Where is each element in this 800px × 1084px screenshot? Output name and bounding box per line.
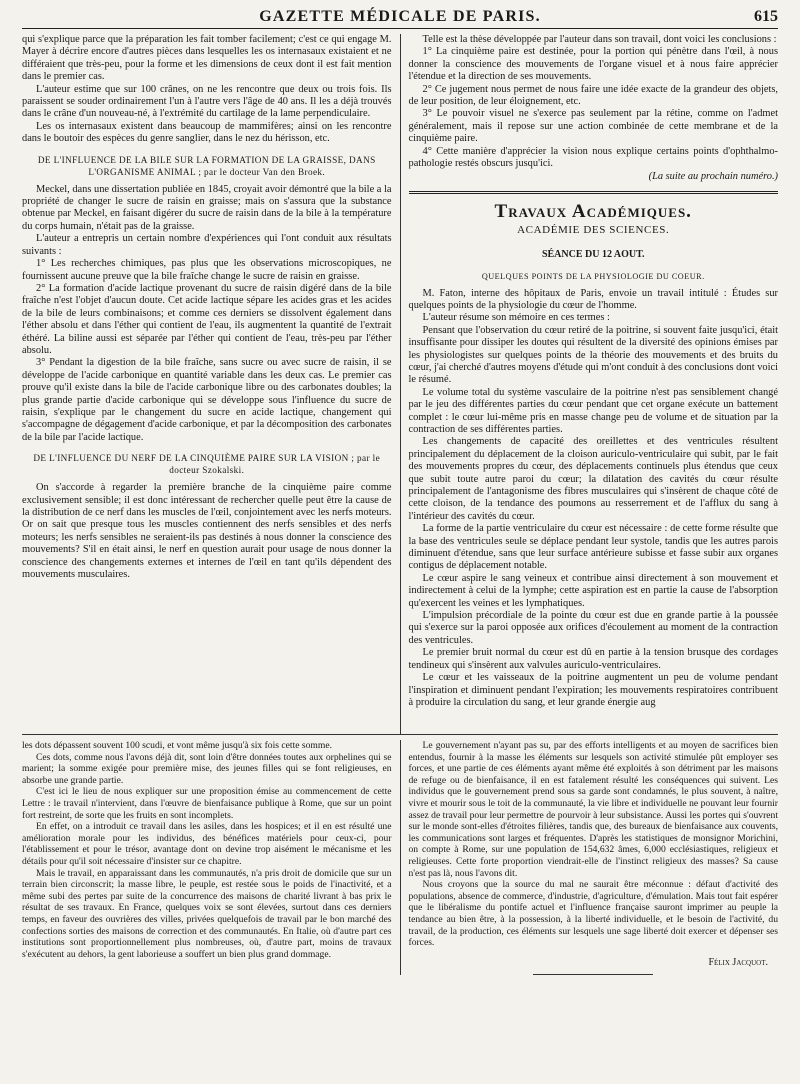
paragraph: Le cœur aspire le sang veineux et contribue ainsi directement à son mouvement et indirectement à celui de la lymphe; cette aspiration est en partie la cause de l'absorption qu'exercent les veines et les lymphatiques. bbox=[408, 572, 778, 609]
paragraph: Nous croyons que la source du mal ne saurait être méconnue : défaut d'activité des populations, absence de commerce, d'industrie, d'agriculture, d'émulation. Mais tout fait espérer que le libéralisme du pontife actuel et l'influence française sauront imprimer au peuple la tendance au bien être, à la possession, à la liberté individuelle, et le besoin de l'activité, du travail, de la production, ces éléments sur lesquels une sage liberté doit exercer et dépenser ses forces. bbox=[408, 879, 778, 949]
paragraph: 1° Les recherches chimiques, pas plus que les observations microscopiques, ne fournissent aucune preuve que la bile fraîche change le sucre de raisin en graisse. bbox=[22, 258, 392, 282]
paragraph: La forme de la partie ventriculaire du cœur est nécessaire : de cette forme résulte que la base des ventricules seule se déplace pendant leur systole, tandis que les autres parois diminuent d'étendue, sans que leur surface antérieure subisse et fasse subir aux organes contigus de déplacement notable. bbox=[408, 523, 778, 572]
continuation-note: (La suite au prochain numéro.) bbox=[648, 171, 778, 183]
paragraph: 4° Cette manière d'apprécier la vision nous explique certains points d'ophthalmo-pathologie restés obscurs jusqu'ici. bbox=[408, 145, 778, 170]
paragraph: Mais le travail, en apparaissant dans les communautés, n'a pris droit de domicile que sur un terrain bien circonscrit; la masse libre, le peuple, est restée sous le poids de l'inactivité, et a même subi des pertes par suite de la concurrence des maisons de charité livrant à bas prix le résultat de ses travaux. En France, quelques voix se sont élevées, surtout dans ces derniers temps, en faveur des ouvrières des villes, privées quelquefois de travail par le bon marché des confections sorties des maisons de correction et des communautés. En Italie, où d'autre part ces institutions sont proportionnellement plus nombreuses, où, d'autre part, moins de travaux s'exécutent au dehors, la gent laborieuse a souffert un bien plus grand dommage. bbox=[22, 867, 392, 960]
section-title: Travaux Académiques. bbox=[494, 200, 692, 222]
academy-heading: ACADÉMIE DES SCIENCES. bbox=[517, 224, 670, 237]
paragraph: C'est ici le lieu de nous expliquer sur une proposition émise au commencement de cette Lettre : le travail n'intervient, dans l'œuvre de bienfaisance publique à Rome, que sur un point fort restreint, de sorte que les fruits en sont incomplets. bbox=[22, 786, 392, 821]
paragraph: L'auteur résume son mémoire en ces termes : bbox=[422, 312, 610, 324]
paragraph: Ces dots, comme nous l'avons déjà dit, sont loin d'être données toutes aux orphelines qui se marient; la somme exigée pour première mise, des jeunes filles qui se font religieuses, en absorbe une grande partie. bbox=[22, 751, 392, 786]
paragraph: Les changements de capacité des oreillettes et des ventricules résultent principalement du déplacement de la cloison auriculo-ventriculaire qui subit, par le fait des mouvements propres du cœur, des déplacements continuels plus étendus que ceux que subit toute autre paroi du cœur; la dilatation des cavités du cœur résulte principalement de l'antagonisme des fibres musculaires qui s'insèrent de chaque côté de cette cloison, de la tendance des poumons au resserrement et de l'afflux du sang à l'intérieur des cavités du cœur. bbox=[408, 436, 778, 522]
paragraph: On s'accorde à regarder la première branche de la cinquième paire comme exclusivement sensible; il est donc intéressant de rechercher quelle peut être la cause de la distribution de ce nerf dans les muscles de l'œil, conjointement avec les nerfs moteurs. Or on sait que presque tous les muscles contiennent des nerfs sensibles et des nerfs moteurs; les nerfs sensibles ne seraient-ils pas destinés à nous donner la conscience des mouvements? S'il en était ainsi, le nerf en question aurait pour usage de nous donner la conscience des changements externes et internes de l'œil en tant qu'ils dépendent des mouvements musculaires. bbox=[22, 482, 392, 581]
page-header bbox=[22, 4, 778, 29]
paragraph: Pensant que l'observation du cœur retiré de la poitrine, si souvent faite jusqu'ici, était insuffisante pour dissiper les doutes qui résultent de la diversité des opinions émises par les physiologistes sur quelques points de la théorie des mouvements et des bruits du cœur, j'ai cherché d'autres moyens d'étude qui m'ont conduit à des conclusions dont voici le résumé. bbox=[408, 324, 778, 386]
paragraph: les dots dépassent souvent 100 scudi, et vont même jusqu'à six fois cette somme. bbox=[22, 740, 333, 751]
paragraph: L'auteur estime que sur 100 crânes, on ne les rencontre que deux ou trois fois. Ils paraissent se souder ordinairement l'un à l'autre vers l'âge de 40 ans. Il les a déjà trouvés dans le crâne d'un nouveau-né, à l'extrémité du cartilage de la lame perpendiculaire. bbox=[22, 83, 392, 120]
upper-section bbox=[22, 34, 778, 735]
author-signature: Félix Jacquot. bbox=[708, 956, 768, 968]
closing-rule bbox=[533, 974, 653, 975]
paragraph: Les os internasaux existent dans beaucoup de mammifères; ainsi on les rencontre dans le boutoir des espèces du genre sanglier, dans le nez du hérisson, etc. bbox=[22, 120, 392, 145]
paragraph: Le cœur et les vaisseaux de la poitrine augmentent un peu de volume pendant l'inspiration et diminuent pendant l'expiration; les mouvements respiratoires contribuent à produire la circulation du sang, et leur grande énergie aug bbox=[408, 672, 778, 708]
paragraph: M. Faton, interne des hôpitaux de Paris, envoie un travail intitulé : Études sur quelques points de la physiologie du cœur de l'homme. bbox=[408, 287, 778, 311]
article-title-bile: DE L'INFLUENCE DE LA BILE SUR LA FORMATION DE LA GRAISSE, DANS L'ORGANISME ANIMAL ; par le docteur Van den Broek. bbox=[37, 154, 376, 177]
lower-left-column bbox=[22, 740, 400, 975]
topic-subhead: QUELQUES POINTS DE LA PHYSIOLOGIE DU COEUR. bbox=[481, 272, 705, 282]
paragraph: Telle est la thèse développée par l'auteur dans son travail, dont voici les conclusions : bbox=[422, 34, 777, 45]
paragraph: 2° La formation d'acide lactique provenant du sucre de raisin digéré dans de la bile fraîche n'est l'objet d'aucun doute. Cet acide lactique sépare les acides gras et les acides de la bile de leurs combinaisons; et comme ces derniers se dissolvent également dans l'éther absolu et dans l'éther qui contient de l'eau, ils augmentent la quantité de l'extrait éthéré. La biline aussi est séparée par l'éther qui contient de l'eau, très-peu par l'éther absolu. bbox=[22, 282, 392, 356]
upper-left-column bbox=[22, 34, 400, 734]
paragraph: L'impulsion précordiale de la pointe du cœur est due en grande partie à la poussée qui s'exerce sur la paroi opposée aux orifices d'écoulement au moment de la contraction des ventricules. bbox=[408, 610, 778, 646]
upper-right-column bbox=[400, 34, 779, 734]
paragraph: Meckel, dans une dissertation publiée en 1845, croyait avoir démontré que la bile a la propriété de changer le sucre de raisin en graisse; mais on s'assura que la substance obtenue par Meckel, en faisant digérer du sucre de raisin dans de la bile à la température du corps humain, n'était pas de la graisse. bbox=[22, 183, 392, 232]
paragraph: qui s'explique parce que la préparation les fait tomber facilement; c'est ce qui engage M. Mayer à décrire encore d'autres pièces dans lesquelles les os internasaux existaient et ne différaient que très-peu, pour la forme et les dimensions de ceux dont il est fait mention dans le premier cas. bbox=[22, 34, 392, 83]
paragraph: Le gouvernement n'ayant pas su, par des efforts intelligents et au moyen de sacrifices bien entendus, fournir à la masse les éléments sur lesquels son activité stimulée pût employer ses forces, et une partie de ces éléments ayant même été exploités à son détriment par les maisons de refuge ou de bienfaisance, il en est fatalement résulté les conséquences qui suivent. Les individus que le gouvernement prend sous sa garde sont condamnés, le plus souvent, à naître, vivre et mourir sous le toit de la communauté, la vie libre et individuelle ne pouvant leur fournir assez de travail pour leur permettre de pourvoir à leur subsistance. Aussi les portes qui s'ouvrent sur le monde sont-elles d'étroites filières, tandis que, des bureaux de bienfaisance aux couvents, les communications sont larges et fréquentes. D'après les statistiques de monsignor Morichini, on compte à Rome, sur une population de 154,632 âmes, 6,000 ecclésiastiques, religieux et religieuses. Cette forte proportion viendrait-elle de l'instinct religieux des masses? Sa cause n'est pas là, nous l'avons dit. bbox=[408, 740, 778, 879]
paragraph: Le volume total du système vasculaire de la poitrine n'est pas sensiblement changé par le jeu des différentes parties du cœur pendant que cet organe exécute un battement complet : le cœur lui-même pris en masse change peu de volume et de situation par la contraction de ses différentes parties. bbox=[408, 386, 778, 435]
paragraph: En effet, on a introduit ce travail dans les asiles, dans les hospices; et il en est résulté une amélioration morale pour les individus, des bénéfices matériels pour ceux-ci, pour l'établissement et pour le trésor, avantage dont on devine trop aisément le mécanisme et les détails pour qu'il soit nécessaire d'insister sur ce chapitre. bbox=[22, 821, 392, 867]
paragraph: Le premier bruit normal du cœur est dû en partie à la tension brusque des cordages tendineux qui s'insèrent aux valvules auriculo-ventriculaires. bbox=[408, 647, 778, 671]
paragraph: 2° Ce jugement nous permet de nous faire une idée exacte de la grandeur des objets, de leur position, de leur éloignement, etc. bbox=[408, 83, 778, 108]
lower-section bbox=[22, 735, 778, 975]
paragraph: L'auteur a entrepris un certain nombre d'expériences qui l'ont conduit aux résultats suivants : bbox=[22, 233, 392, 257]
article-title-nerf: DE L'INFLUENCE DU NERF DE LA CINQUIÈME PAIRE SUR LA VISION ; par le docteur Szokalski. bbox=[33, 453, 381, 476]
page-number: 615 bbox=[754, 8, 778, 25]
paragraph: 3° Le pouvoir visuel ne s'exerce pas seulement par la rétine, comme on l'admet généralement, mais il repose sur une action combinée de cette membrane et de la cinquième paire. bbox=[408, 108, 778, 145]
journal-title: GAZETTE MÉDICALE DE PARIS. bbox=[259, 8, 541, 25]
section-divider bbox=[409, 191, 779, 194]
paragraph: 1° La cinquième paire est destinée, pour la portion qui pénètre dans l'œil, à nous donner la conscience des mouvements de l'organe visuel et à nous faire apprécier l'étendue et la direction de ses mouvements. bbox=[408, 46, 778, 83]
seance-date: SÉANCE DU 12 AOUT. bbox=[541, 248, 645, 260]
lower-right-column bbox=[400, 740, 779, 975]
paragraph: 3° Pendant la digestion de la bile fraîche, sans sucre ou avec sucre de raisin, il se développe de l'acide carbonique en quantité variable dans les deux cas. Le premier cas prouve qu'il existe dans la bile de l'acide carbonique libre ou des carbonates doubles; la plus grande partie d'acide carbonique qui se développe sous l'influence du sucre de raisin, s'explique par le changement du sucre en acide lactique, changement qui s'accompagne de dégagement d'acide carbonique, et par la décomposition des carbonates de la bile par l'acide lactique. bbox=[22, 357, 392, 443]
